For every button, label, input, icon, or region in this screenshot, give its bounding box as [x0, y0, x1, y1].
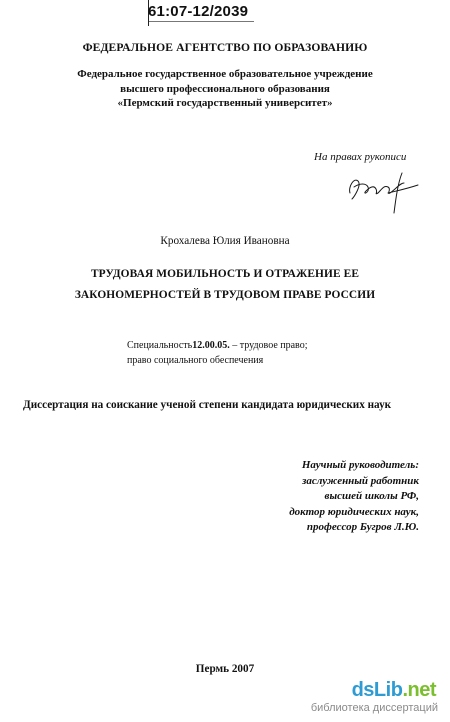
institution-line-2: высшего профессионального образования	[120, 82, 330, 95]
institution-block	[0, 67, 450, 111]
archive-stamp-rule	[149, 21, 254, 22]
specialty-label: Специальность	[127, 340, 193, 351]
dslib-logo-main: dsLib	[351, 679, 403, 701]
specialty-field: – трудовое право;	[229, 340, 308, 351]
specialty-code: 12.00.05.	[192, 340, 230, 351]
agency-name: ФЕДЕРАЛЬНОЕ АГЕНТСТВО ПО ОБРАЗОВАНИЮ	[82, 41, 368, 54]
archive-code: 61:07-12/2039	[148, 3, 249, 20]
specialty-block	[127, 339, 307, 368]
supervisor-heading: Научный руководитель:	[301, 459, 419, 471]
degree-statement: Диссертация на соискание ученой степени кандидата юридических наук	[23, 399, 392, 411]
supervisor-line-3: высшей школы РФ,	[324, 490, 419, 502]
supervisor-block	[289, 458, 419, 536]
handwritten-signature	[344, 163, 424, 223]
specialty-line-1	[127, 339, 307, 354]
author-name: Крохалева Юлия Ивановна	[160, 235, 290, 247]
dslib-logo-suffix: .net	[402, 679, 436, 701]
supervisor-line-2: заслуженный работник	[302, 474, 419, 487]
institution-line-1: Федеральное государственное образовательное учреждение	[77, 68, 373, 80]
institution-line-3: «Пермский государственный университет»	[117, 97, 333, 109]
city-year: Пермь 2007	[195, 663, 255, 675]
specialty-line-2: право социального обеспечения	[127, 354, 264, 366]
dslib-logo[interactable]	[352, 679, 436, 702]
title-line-1: ТРУДОВАЯ МОБИЛЬНОСТЬ И ОТРАЖЕНИЕ ЕЕ	[90, 268, 360, 280]
title-line-2: ЗАКОНОМЕРНОСТЕЙ В ТРУДОВОМ ПРАВЕ РОССИИ	[74, 289, 376, 301]
supervisor-line-4: доктор юридических наук,	[289, 505, 419, 518]
dslib-subtitle: библиотека диссертаций	[310, 702, 438, 714]
manuscript-rights-note: На правах рукописи	[314, 151, 407, 163]
dissertation-title	[0, 264, 450, 306]
supervisor-line-5: профессор Бугров Л.Ю.	[306, 521, 419, 533]
